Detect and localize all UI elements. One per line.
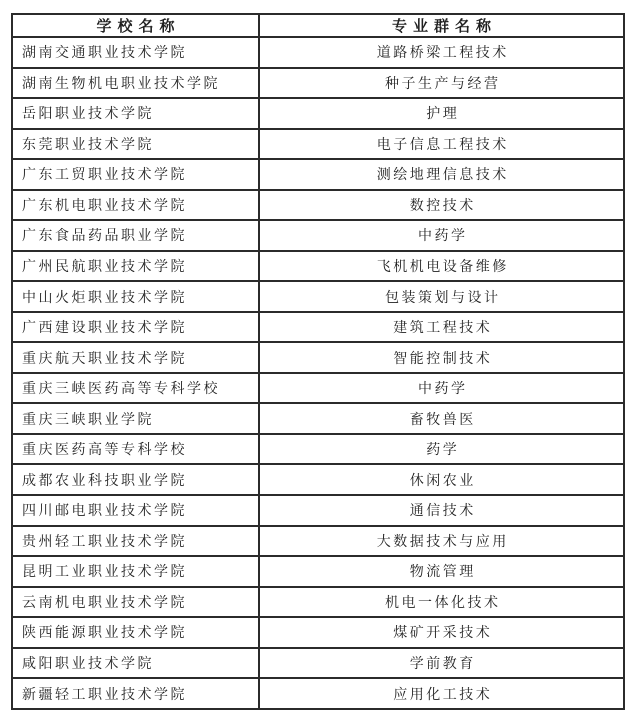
table-row: [12, 526, 624, 557]
program-group-cell: 种子生产与经营: [259, 68, 624, 99]
program-group-cell: 数控技术: [259, 190, 624, 221]
school-name-cell: 重庆三峡职业学院: [12, 403, 259, 434]
school-name-cell: 四川邮电职业技术学院: [12, 495, 259, 526]
program-group-cell: 飞机机电设备维修: [259, 251, 624, 282]
school-name-cell: 广东工贸职业技术学院: [12, 159, 259, 190]
program-group-cell: 电子信息工程技术: [259, 129, 624, 160]
table-row: [12, 434, 624, 465]
table-row: [12, 464, 624, 495]
table-row: [12, 281, 624, 312]
header-row: [12, 14, 624, 37]
table-row: [12, 648, 624, 679]
school-name-cell: 成都农业科技职业学院: [12, 464, 259, 495]
table-row: [12, 159, 624, 190]
program-group-cell: 大数据技术与应用: [259, 526, 624, 557]
program-group-cell: 中药学: [259, 373, 624, 404]
column-header-program-group-name: 专业群名称: [259, 14, 624, 37]
table-row: [12, 68, 624, 99]
table-row: [12, 312, 624, 343]
program-group-cell: 物流管理: [259, 556, 624, 587]
program-group-cell: 测绘地理信息技术: [259, 159, 624, 190]
table-row: [12, 37, 624, 68]
school-name-cell: 湖南生物机电职业技术学院: [12, 68, 259, 99]
table-row: [12, 617, 624, 648]
school-name-cell: 广西建设职业技术学院: [12, 312, 259, 343]
school-name-cell: 岳阳职业技术学院: [12, 98, 259, 129]
program-group-cell: 学前教育: [259, 648, 624, 679]
school-name-cell: 昆明工业职业技术学院: [12, 556, 259, 587]
table-row: [12, 556, 624, 587]
program-group-cell: 煤矿开采技术: [259, 617, 624, 648]
program-group-cell: 应用化工技术: [259, 678, 624, 709]
table-body: [12, 37, 624, 709]
school-name-cell: 广州民航职业技术学院: [12, 251, 259, 282]
school-name-cell: 新疆轻工职业技术学院: [12, 678, 259, 709]
program-group-cell: 通信技术: [259, 495, 624, 526]
table-row: [12, 403, 624, 434]
table-row: [12, 373, 624, 404]
table-row: [12, 251, 624, 282]
table-row: [12, 220, 624, 251]
school-name-cell: 湖南交通职业技术学院: [12, 37, 259, 68]
program-group-cell: 畜牧兽医: [259, 403, 624, 434]
table-row: [12, 342, 624, 373]
school-name-cell: 重庆医药高等专科学校: [12, 434, 259, 465]
table-row: [12, 98, 624, 129]
school-program-table: [11, 13, 625, 710]
school-name-cell: 广东机电职业技术学院: [12, 190, 259, 221]
program-group-cell: 包装策划与设计: [259, 281, 624, 312]
table-row: [12, 129, 624, 160]
school-name-cell: 重庆航天职业技术学院: [12, 342, 259, 373]
school-name-cell: 贵州轻工职业技术学院: [12, 526, 259, 557]
table-row: [12, 190, 624, 221]
school-name-cell: 咸阳职业技术学院: [12, 648, 259, 679]
school-name-cell: 云南机电职业技术学院: [12, 587, 259, 618]
program-group-cell: 道路桥梁工程技术: [259, 37, 624, 68]
school-name-cell: 重庆三峡医药高等专科学校: [12, 373, 259, 404]
program-group-cell: 药学: [259, 434, 624, 465]
column-header-school-name: 学校名称: [12, 14, 259, 37]
program-group-cell: 机电一体化技术: [259, 587, 624, 618]
program-group-cell: 建筑工程技术: [259, 312, 624, 343]
program-group-cell: 中药学: [259, 220, 624, 251]
table-row: [12, 678, 624, 709]
program-group-cell: 智能控制技术: [259, 342, 624, 373]
table-row: [12, 587, 624, 618]
school-name-cell: 广东食品药品职业学院: [12, 220, 259, 251]
school-name-cell: 中山火炬职业技术学院: [12, 281, 259, 312]
program-group-cell: 休闲农业: [259, 464, 624, 495]
school-name-cell: 陕西能源职业技术学院: [12, 617, 259, 648]
school-name-cell: 东莞职业技术学院: [12, 129, 259, 160]
program-group-cell: 护理: [259, 98, 624, 129]
table-row: [12, 495, 624, 526]
